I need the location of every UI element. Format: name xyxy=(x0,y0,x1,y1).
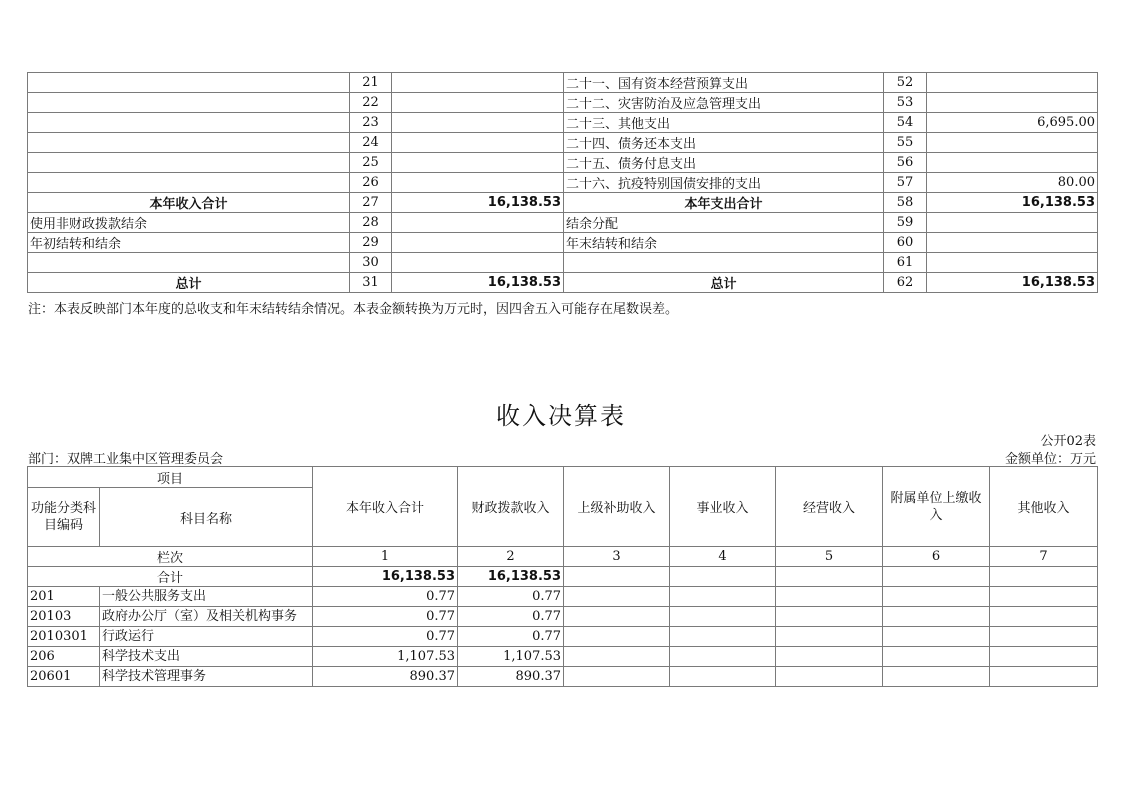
left-amount xyxy=(392,213,564,233)
subject-name: 政府办公厅（室）及相关机构事务 xyxy=(100,607,313,627)
subject-code: 201 xyxy=(28,587,100,607)
header-col-4: 事业收入 xyxy=(670,467,776,547)
right-amount xyxy=(927,233,1098,253)
subject-name: 行政运行 xyxy=(100,627,313,647)
column-index-label: 栏次 xyxy=(28,547,313,567)
left-label xyxy=(28,173,350,193)
subject-code: 2010301 xyxy=(28,627,100,647)
left-line-no: 30 xyxy=(350,253,392,273)
amount-cell xyxy=(670,607,776,627)
left-line-no: 28 xyxy=(350,213,392,233)
amount-cell xyxy=(776,647,883,667)
left-amount xyxy=(392,133,564,153)
amount-cell xyxy=(670,627,776,647)
amount-cell: 890.37 xyxy=(313,667,458,687)
right-amount xyxy=(927,93,1098,113)
left-label xyxy=(28,253,350,273)
amount-cell xyxy=(670,647,776,667)
header-code: 功能分类科目编码 xyxy=(28,488,100,547)
left-label: 使用非财政拨款结余 xyxy=(28,213,350,233)
amount-cell xyxy=(564,607,670,627)
left-amount xyxy=(392,153,564,173)
right-label: 二十一、国有资本经营预算支出 xyxy=(564,73,884,93)
right-label: 结余分配 xyxy=(564,213,884,233)
right-line-no: 52 xyxy=(884,73,927,93)
total-value xyxy=(776,567,883,587)
left-label: 年初结转和结余 xyxy=(28,233,350,253)
amount-cell xyxy=(564,667,670,687)
left-line-no: 29 xyxy=(350,233,392,253)
right-line-no: 55 xyxy=(884,133,927,153)
table-row xyxy=(28,667,1098,687)
left-label xyxy=(28,153,350,173)
right-line-no: 61 xyxy=(884,253,927,273)
table-row xyxy=(28,93,1098,113)
amount-cell xyxy=(776,587,883,607)
right-label xyxy=(564,253,884,273)
amount-cell: 0.77 xyxy=(458,607,564,627)
table-row xyxy=(28,73,1098,93)
left-line-no: 27 xyxy=(350,193,392,213)
column-number: 3 xyxy=(564,547,670,567)
table-row xyxy=(28,133,1098,153)
amount-cell xyxy=(990,667,1098,687)
left-amount xyxy=(392,73,564,93)
amount-cell xyxy=(883,607,990,627)
amount-cell xyxy=(883,587,990,607)
right-line-no: 57 xyxy=(884,173,927,193)
amount-cell: 0.77 xyxy=(313,627,458,647)
header-col-3: 上级补助收入 xyxy=(564,467,670,547)
table-row xyxy=(28,607,1098,627)
table-row xyxy=(28,153,1098,173)
left-amount xyxy=(392,253,564,273)
right-amount xyxy=(927,73,1098,93)
right-amount xyxy=(927,153,1098,173)
left-label xyxy=(28,73,350,93)
left-label xyxy=(28,93,350,113)
header-col-1: 本年收入合计 xyxy=(313,467,458,547)
income-table xyxy=(27,466,1098,687)
header-project: 项目 xyxy=(28,467,313,488)
header-col-2: 财政拨款收入 xyxy=(458,467,564,547)
right-label: 二十二、灾害防治及应急管理支出 xyxy=(564,93,884,113)
amount-cell xyxy=(776,627,883,647)
right-amount: 16,138.53 xyxy=(927,193,1098,213)
table-row xyxy=(28,627,1098,647)
summary-table-continued xyxy=(27,72,1098,293)
amount-cell xyxy=(670,667,776,687)
amount-cell: 0.77 xyxy=(313,607,458,627)
left-line-no: 21 xyxy=(350,73,392,93)
column-number: 7 xyxy=(990,547,1098,567)
right-line-no: 56 xyxy=(884,153,927,173)
subject-code: 20601 xyxy=(28,667,100,687)
right-line-no: 54 xyxy=(884,113,927,133)
amount-cell xyxy=(670,587,776,607)
left-line-no: 23 xyxy=(350,113,392,133)
form-number: 公开02表 xyxy=(1040,434,1096,449)
total-value: 16,138.53 xyxy=(458,567,564,587)
right-line-no: 58 xyxy=(884,193,927,213)
right-amount xyxy=(927,213,1098,233)
amount-cell xyxy=(990,627,1098,647)
table-row xyxy=(28,233,1098,253)
left-label: 总计 xyxy=(28,273,350,293)
header-col-6: 附属单位上缴收入 xyxy=(883,467,990,547)
left-line-no: 26 xyxy=(350,173,392,193)
right-line-no: 60 xyxy=(884,233,927,253)
total-row-label: 合计 xyxy=(28,567,313,587)
amount-cell: 0.77 xyxy=(458,587,564,607)
table-row xyxy=(28,193,1098,213)
total-value xyxy=(990,567,1098,587)
left-amount: 16,138.53 xyxy=(392,273,564,293)
amount-cell xyxy=(990,647,1098,667)
right-line-no: 62 xyxy=(884,273,927,293)
amount-cell xyxy=(564,587,670,607)
table-row xyxy=(28,173,1098,193)
left-label xyxy=(28,113,350,133)
right-line-no: 53 xyxy=(884,93,927,113)
right-amount: 16,138.53 xyxy=(927,273,1098,293)
table-row xyxy=(28,113,1098,133)
amount-cell xyxy=(883,647,990,667)
department-label: 部门：双牌工业集中区管理委员会 xyxy=(28,452,224,467)
subject-name: 科学技术管理事务 xyxy=(100,667,313,687)
right-label: 总计 xyxy=(564,273,884,293)
column-number: 2 xyxy=(458,547,564,567)
amount-cell xyxy=(564,647,670,667)
right-label: 年末结转和结余 xyxy=(564,233,884,253)
left-amount xyxy=(392,93,564,113)
subject-name: 一般公共服务支出 xyxy=(100,587,313,607)
page-title: 收入决算表 xyxy=(496,402,626,430)
table-row xyxy=(28,273,1098,293)
right-label: 二十五、债务付息支出 xyxy=(564,153,884,173)
header-col-7: 其他收入 xyxy=(990,467,1098,547)
right-label: 本年支出合计 xyxy=(564,193,884,213)
table-row xyxy=(28,647,1098,667)
total-value xyxy=(670,567,776,587)
subject-name: 科学技术支出 xyxy=(100,647,313,667)
total-value xyxy=(564,567,670,587)
table-row xyxy=(28,253,1098,273)
left-line-no: 24 xyxy=(350,133,392,153)
amount-cell xyxy=(990,587,1098,607)
right-label: 二十四、债务还本支出 xyxy=(564,133,884,153)
amount-cell: 0.77 xyxy=(458,627,564,647)
table-row xyxy=(28,213,1098,233)
right-amount xyxy=(927,133,1098,153)
left-label: 本年收入合计 xyxy=(28,193,350,213)
amount-cell xyxy=(564,627,670,647)
right-amount: 80.00 xyxy=(927,173,1098,193)
column-number: 1 xyxy=(313,547,458,567)
unit-label: 金额单位：万元 xyxy=(1004,452,1096,467)
right-amount: 6,695.00 xyxy=(927,113,1098,133)
subject-code: 206 xyxy=(28,647,100,667)
header-col-5: 经营收入 xyxy=(776,467,883,547)
column-number: 6 xyxy=(883,547,990,567)
right-line-no: 59 xyxy=(884,213,927,233)
amount-cell: 1,107.53 xyxy=(458,647,564,667)
header-name: 科目名称 xyxy=(100,488,313,547)
left-amount xyxy=(392,173,564,193)
left-amount: 16,138.53 xyxy=(392,193,564,213)
left-amount xyxy=(392,113,564,133)
left-line-no: 22 xyxy=(350,93,392,113)
amount-cell xyxy=(883,667,990,687)
subject-code: 20103 xyxy=(28,607,100,627)
left-amount xyxy=(392,233,564,253)
column-number: 5 xyxy=(776,547,883,567)
total-value xyxy=(883,567,990,587)
table-note: 注：本表反映部门本年度的总收支和年末结转结余情况。本表金额转换为万元时，因四舍五入可能存在尾数误差。 xyxy=(28,302,679,317)
left-line-no: 31 xyxy=(350,273,392,293)
right-label: 二十三、其他支出 xyxy=(564,113,884,133)
amount-cell xyxy=(883,627,990,647)
amount-cell: 0.77 xyxy=(313,587,458,607)
total-value: 16,138.53 xyxy=(313,567,458,587)
amount-cell: 1,107.53 xyxy=(313,647,458,667)
table-row xyxy=(28,587,1098,607)
column-number: 4 xyxy=(670,547,776,567)
left-line-no: 25 xyxy=(350,153,392,173)
amount-cell xyxy=(776,667,883,687)
right-label: 二十六、抗疫特别国债安排的支出 xyxy=(564,173,884,193)
amount-cell xyxy=(776,607,883,627)
amount-cell: 890.37 xyxy=(458,667,564,687)
right-amount xyxy=(927,253,1098,273)
left-label xyxy=(28,133,350,153)
amount-cell xyxy=(990,607,1098,627)
